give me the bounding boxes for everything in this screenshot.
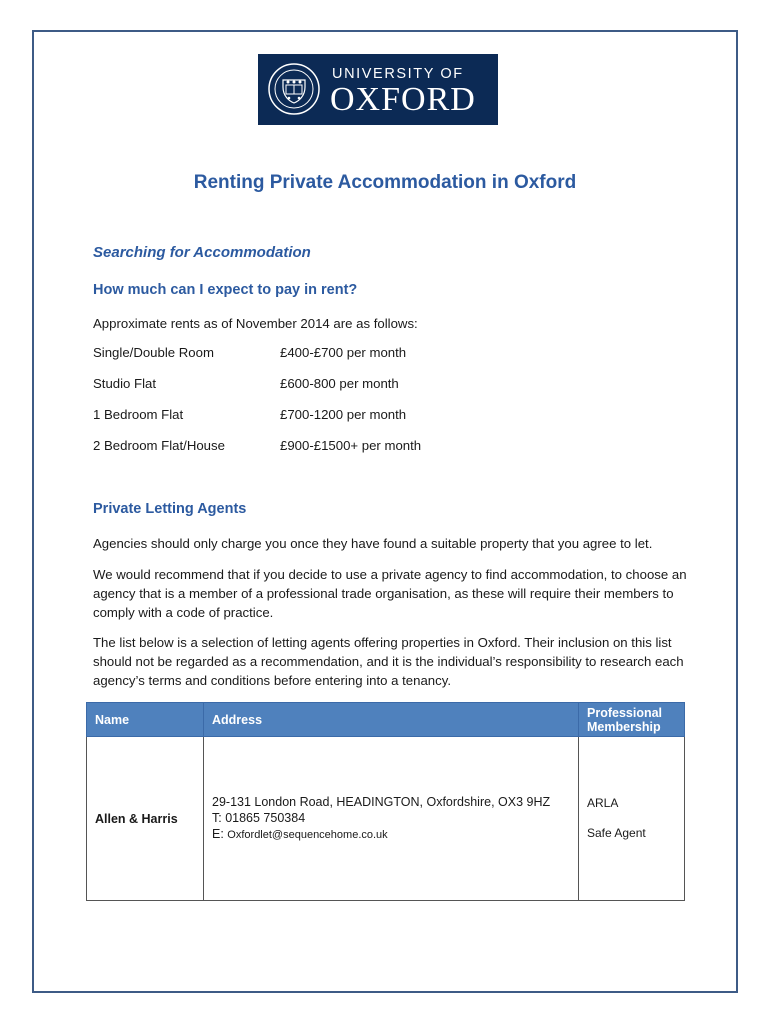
agent-membership-cell xyxy=(579,737,685,901)
membership-item: Safe Agent xyxy=(587,826,646,840)
logo-line2: OXFORD xyxy=(330,81,476,118)
letting-agents-table xyxy=(86,702,685,901)
membership-item: ARLA xyxy=(587,796,619,810)
agent-email-label: E: xyxy=(212,827,228,841)
section-heading-agents: Private Letting Agents xyxy=(93,501,247,517)
logo-line1: UNIVERSITY OF xyxy=(332,66,464,82)
agent-phone: T: 01865 750384 xyxy=(212,811,306,825)
column-header-name: Name xyxy=(87,703,204,737)
rent-price: £600-800 per month xyxy=(280,376,399,391)
column-header-address: Address xyxy=(204,703,579,737)
rent-intro: Approximate rents as of November 2014 are as follows: xyxy=(93,316,418,331)
rent-type: 1 Bedroom Flat xyxy=(93,407,184,422)
agent-name-cell xyxy=(87,737,204,901)
table-header-row xyxy=(87,703,685,737)
agent-email: Oxfordlet@sequencehome.co.uk xyxy=(227,829,388,841)
rent-type: Single/Double Room xyxy=(93,345,214,360)
rent-price: £400-£700 per month xyxy=(280,345,407,360)
rent-price: £700-1200 per month xyxy=(280,407,407,422)
agent-email-line xyxy=(212,826,570,843)
paragraph-agencies-charge: Agencies should only charge you once they have found a suitable property that you agree to let. xyxy=(93,536,653,551)
paragraph-list-disclaimer: The list below is a selection of letting agents offering properties in Oxford. Their inclusion on this list should not be regarded as a recommendation, and it is the individual’s responsibility to research each agency’s terms and conditions before entering into a tenancy. xyxy=(93,635,684,688)
section-heading-searching: Searching for Accommodation xyxy=(93,244,311,261)
paragraph-recommendation: We would recommend that if you decide to use a private agency to find accommodation, to choose an agency that is a member of a professional trade organisation, as these will require their members to comply with a code of practice. xyxy=(93,567,687,620)
agent-address: 29-131 London Road, HEADINGTON, Oxfordshire, OX3 9HZ xyxy=(212,795,551,809)
column-header-membership: Professional Membership xyxy=(579,703,685,737)
rent-type: 2 Bedroom Flat/House xyxy=(93,438,225,453)
subheading-rent: How much can I expect to pay in rent? xyxy=(93,282,358,298)
table-row xyxy=(87,737,685,901)
university-logo xyxy=(258,54,498,125)
agent-name: Allen & Harris xyxy=(95,811,178,826)
agent-address-cell xyxy=(204,737,579,901)
rent-price: £900-£1500+ per month xyxy=(280,438,422,453)
page-title: Renting Private Accommodation in Oxford xyxy=(193,172,577,193)
oxford-crest-icon xyxy=(267,62,321,116)
rent-type: Studio Flat xyxy=(93,376,157,391)
